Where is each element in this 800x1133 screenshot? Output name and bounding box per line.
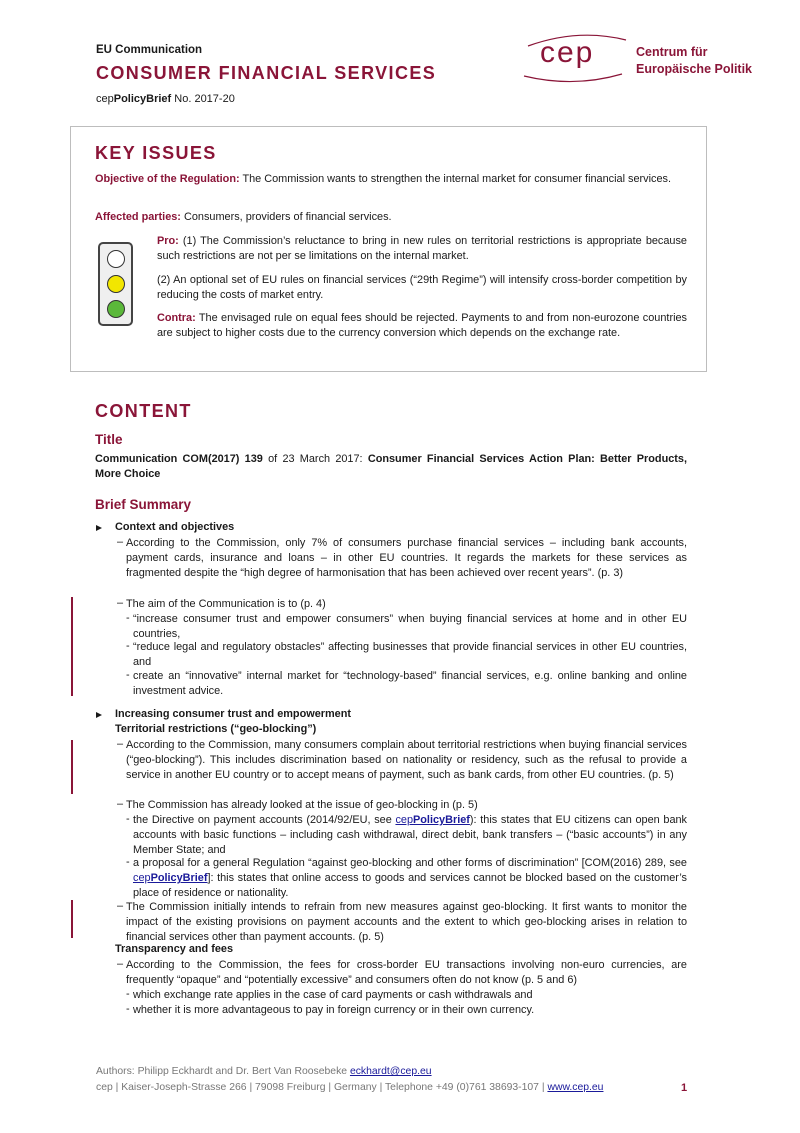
revision-mark [71,900,73,938]
section-context-heading: Context and objectives [115,521,235,533]
traffic-light-icon [98,242,133,326]
affected-text: Consumers, providers of financial services. [180,211,392,223]
bullet-arrow-icon [96,712,102,718]
link-prefix: cep [133,872,151,885]
key-issues-heading: KEY ISSUES [95,143,217,163]
aim-item-1: “increase consumer trust and empower consumers” when buying financial services at home and in other EU countries, [133,613,687,641]
brief-number-value: No. 2017-20 [171,93,235,105]
transparency-item-1: which exchange rate applies in the case of card payments or cash withdrawals and [133,989,533,1001]
policybrief-link-2[interactable] [133,872,207,884]
geo-blocking-paragraph-3: The Commission initially intends to refrain from new measures against geo-blocking. It first wants to monitor the impact of the existing provisions on payment accounts and the extent to which geo-blocking arises in relation to financial services other than payment accounts. (p. 5) [126,901,687,944]
bullet-arrow-icon [96,525,102,531]
transparency-item-2: whether it is more advantageous to pay in foreign currency or in their own currency. [133,1004,535,1016]
affected-paragraph [95,210,687,225]
brief-bold: PolicyBrief [113,93,172,105]
brief-prefix: cep [96,93,114,105]
geo-blocking-regulation-item [133,856,687,902]
regulation-text-pre: a proposal for a general Regulation “against geo-blocking and other forms of discrimination” [COM(2016) 289, see [133,857,687,869]
contra-paragraph [157,311,687,341]
objective-text: The Commission wants to strengthen the internal market for consumer financial services. [239,173,672,185]
summary-heading: Brief Summary [95,497,192,512]
title-mid: of 23 March 2017: [262,453,368,465]
transparency-paragraph: According to the Commission, the fees for cross-border EU transactions involving non-euro currencies, are frequently “opaque” and “potentially excessive” and consumers often do not know (p. 5 and 6) [126,959,687,987]
pro-label: Pro: [157,235,179,247]
website-link[interactable]: www.cep.eu [547,1082,604,1093]
content-heading: CONTENT [95,401,192,421]
org-name-line1: Centrum für [636,45,708,59]
page-number: 1 [681,1082,688,1094]
policybrief-link-1[interactable] [395,814,469,826]
sub-marker: - [126,988,130,1000]
dash-marker: – [117,597,124,609]
sub-marker: - [126,669,130,681]
objective-paragraph [95,172,687,187]
org-name-line2: Europäische Politik [636,62,753,76]
geo-blocking-subheading: Territorial restrictions (“geo-blocking”) [115,723,317,735]
link-prefix: cep [395,814,414,826]
aim-item-3: create an “innovative” internal market for “technology-based” financial services, e.g. online banking and online investment advice. [133,670,687,698]
title-bold-1: Communication COM(2017) 139 [95,453,263,465]
footer-address [96,1082,603,1093]
sub-marker: - [126,640,130,652]
cep-logo [522,30,634,85]
link-bold: PolicyBrief [413,814,470,826]
dash-marker: – [117,798,124,810]
traffic-light-green-icon [107,300,125,318]
author-email-link[interactable]: eckhardt@cep.eu [349,1066,432,1077]
pro-text: (1) The Commission’s reluctance to bring in new rules on territorial restrictions is appropriate because such restrictions are not per se limitations on the internal market. [157,235,687,263]
geo-blocking-paragraph-2: The Commission has already looked at the issue of geo-blocking in (p. 5) [126,799,478,811]
sub-marker: - [126,856,130,868]
logo-wordmark: cep [540,36,595,69]
contra-label: Contra: [157,312,196,324]
transparency-subheading: Transparency and fees [115,943,234,955]
brief-number [96,93,235,105]
title-heading: Title [95,432,123,447]
dash-marker: – [117,536,124,548]
sub-marker: - [126,813,130,825]
authors-text: Authors: Philipp Eckhardt and Dr. Bert Van Roosebeke [96,1066,350,1077]
document-series: EU Communication [96,44,203,56]
sub-marker: - [126,1003,130,1015]
address-text: cep | Kaiser-Joseph-Strasse 266 | 79098 Freiburg | Germany | Telephone +49 (0)761 38693-107 | [96,1082,548,1093]
context-paragraph-2: The aim of the Communication is to (p. 4) [126,598,326,610]
footer-authors [96,1066,432,1077]
traffic-light-off-icon [107,250,125,268]
dash-marker: – [117,738,124,750]
objective-label: Objective of the Regulation: [95,173,240,185]
directive-text-post: ): this states that EU citizens can open bank accounts with basic functions – including cash withdrawal, direct debit, bank transfers – (“basic accounts”) in any Member State; and [133,814,688,857]
sub-marker: - [126,612,130,624]
contra-text: The envisaged rule on equal fees should be rejected. Payments to and from non-eurozone countries are subject to higher costs due to the currency conversion which depends on the exchange rate. [157,312,687,340]
directive-text-pre: the Directive on payment accounts (2014/92/EU, see [133,814,396,826]
link-bold: PolicyBrief [150,872,208,885]
section-trust-heading: Increasing consumer trust and empowerment [115,708,352,720]
pro-paragraph [157,234,687,264]
payment-directive-item [133,813,687,859]
affected-label: Affected parties: [95,211,181,223]
page-title: CONSUMER FINANCIAL SERVICES [96,63,437,83]
regulation-text-post: ]: this states that online access to goods and services cannot be blocked based on the customer’s place of residence or nationality. [133,872,687,900]
pro-paragraph-2: (2) An optional set of EU rules on financial services (“29th Regime”) will intensify cross-border competition by reducing the costs of market entry. [157,274,687,302]
geo-blocking-paragraph-1: According to the Commission, many consumers complain about territorial restrictions when buying financial services (“geo-blocking”). This includes discrimination based on nationality or residency, such as the refusal to provide a service in another EU country or to accept means of payment, such as bank cards, from other EU countries. (p. 5) [126,739,687,782]
title-bold-2: Consumer Financial Services Action Plan: Better Products, More Choice [95,453,688,481]
document-title [95,452,687,482]
traffic-light-yellow-icon [107,275,125,293]
dash-marker: – [117,900,124,912]
org-name [636,44,752,78]
revision-mark [71,597,73,696]
dash-marker: – [117,958,124,970]
context-paragraph-1: According to the Commission, only 7% of consumers purchase financial services – including bank accounts, payment cards, insurance and loans – in other EU countries. It regards the markets for these services as fragmented despite the “high degree of harmonisation that has been achieved over recent years”. (p. 3) [126,537,687,580]
aim-item-2: “reduce legal and regulatory obstacles” affecting businesses that provide financial services in other EU countries, and [133,641,687,669]
revision-mark [71,740,73,794]
